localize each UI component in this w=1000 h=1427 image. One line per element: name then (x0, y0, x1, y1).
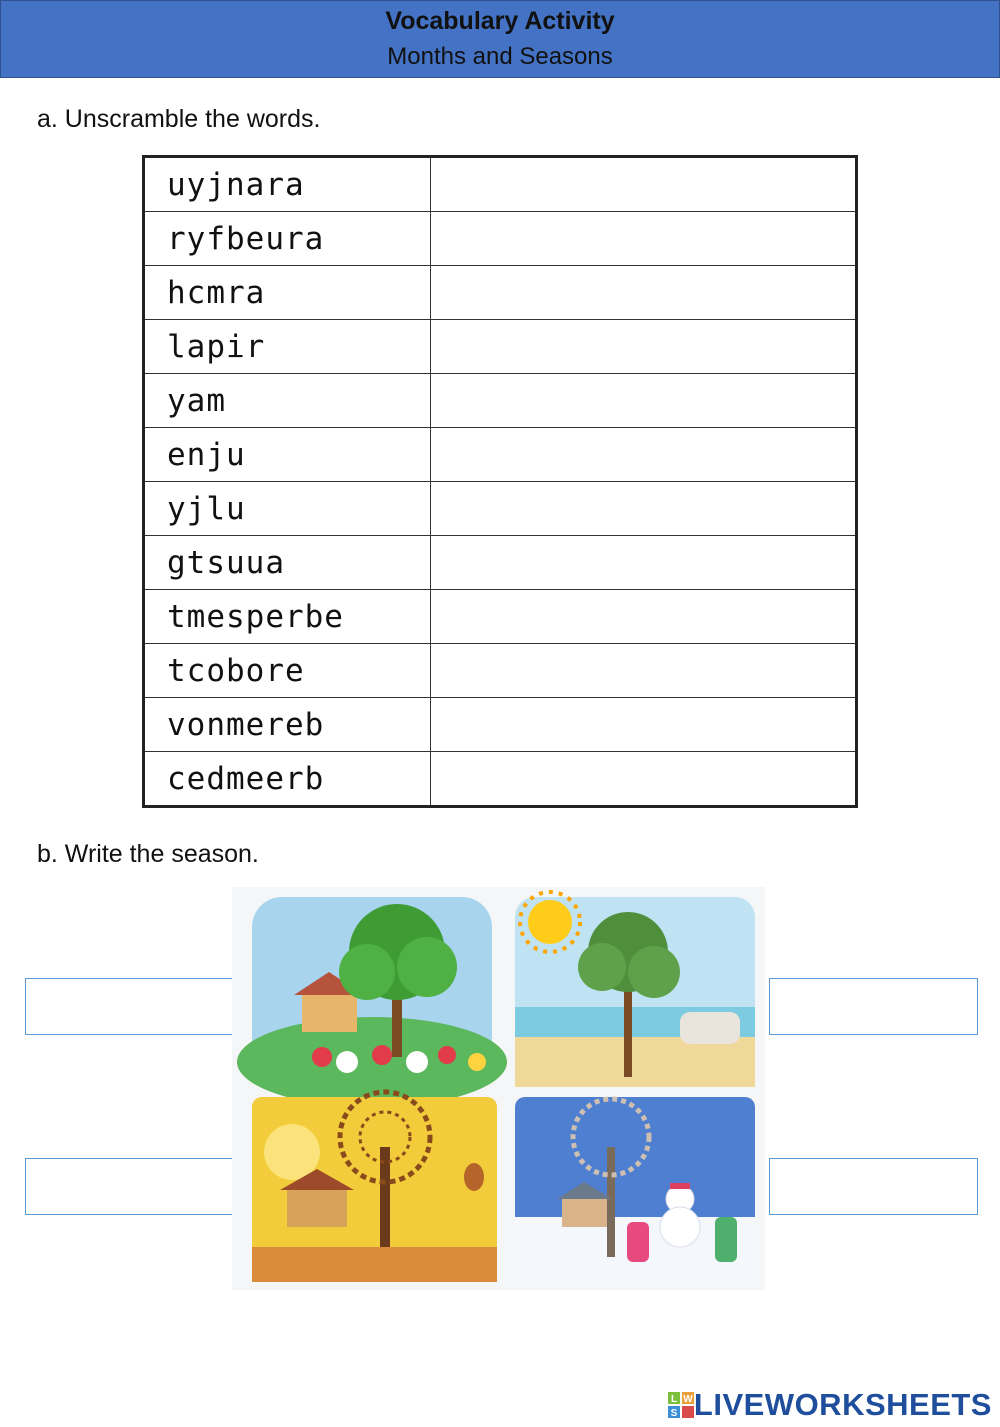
liveworksheets-logo (668, 1388, 992, 1422)
answer-field[interactable] (431, 320, 857, 374)
scrambled-word: yam (144, 374, 431, 428)
answer-field[interactable] (431, 752, 857, 807)
scrambled-word: tmesperbe (144, 590, 431, 644)
section-a-instruction: a. Unscramble the words. (37, 105, 321, 133)
section-b-instruction: b. Write the season. (37, 840, 259, 868)
scrambled-word: cedmeerb (144, 752, 431, 807)
word-row (144, 536, 857, 590)
answer-field[interactable] (431, 266, 857, 320)
answer-field[interactable] (431, 428, 857, 482)
page-title: Vocabulary Activity (385, 7, 615, 35)
word-row (144, 428, 857, 482)
scrambled-word: vonmereb (144, 698, 431, 752)
answer-field[interactable] (431, 482, 857, 536)
word-row (144, 374, 857, 428)
answer-field[interactable] (431, 698, 857, 752)
spring-answer-box[interactable] (25, 978, 234, 1035)
scrambled-word: ryfbeura (144, 212, 431, 266)
page-subtitle: Months and Seasons (387, 43, 613, 70)
scrambled-word: gtsuua (144, 536, 431, 590)
scrambled-word: lapir (144, 320, 431, 374)
spring-image (237, 897, 507, 1107)
logo-letter-w: W (683, 1394, 693, 1405)
answer-field[interactable] (431, 212, 857, 266)
answer-field[interactable] (431, 157, 857, 212)
scrambled-word: enju (144, 428, 431, 482)
word-row (144, 644, 857, 698)
word-row (144, 590, 857, 644)
page-header (0, 0, 1000, 78)
winter-image (515, 1097, 755, 1282)
answer-field[interactable] (431, 374, 857, 428)
answer-field[interactable] (431, 590, 857, 644)
answer-field[interactable] (431, 536, 857, 590)
unscramble-table (142, 155, 858, 808)
scrambled-word: tcobore (144, 644, 431, 698)
seasons-illustration (232, 887, 765, 1290)
word-row (144, 752, 857, 807)
scrambled-word: yjlu (144, 482, 431, 536)
scrambled-word: uyjnara (144, 157, 431, 212)
summer-image (515, 892, 755, 1087)
word-row (144, 698, 857, 752)
summer-answer-box[interactable] (769, 978, 978, 1035)
autumn-answer-box[interactable] (25, 1158, 234, 1215)
autumn-image (252, 1092, 497, 1282)
logo-letter-l: L (670, 1394, 677, 1405)
liveworksheets-logo-text: LIVEWORKSHEETS (693, 1387, 992, 1422)
word-row (144, 320, 857, 374)
liveworksheets-logo-icon (668, 1392, 694, 1418)
scrambled-word: hcmra (144, 266, 431, 320)
logo-letter-s: S (670, 1408, 678, 1418)
word-row (144, 482, 857, 536)
seasons-illustration-svg (232, 887, 765, 1290)
winter-answer-box[interactable] (769, 1158, 978, 1215)
word-row (144, 266, 857, 320)
answer-field[interactable] (431, 644, 857, 698)
word-row (144, 157, 857, 212)
word-row (144, 212, 857, 266)
